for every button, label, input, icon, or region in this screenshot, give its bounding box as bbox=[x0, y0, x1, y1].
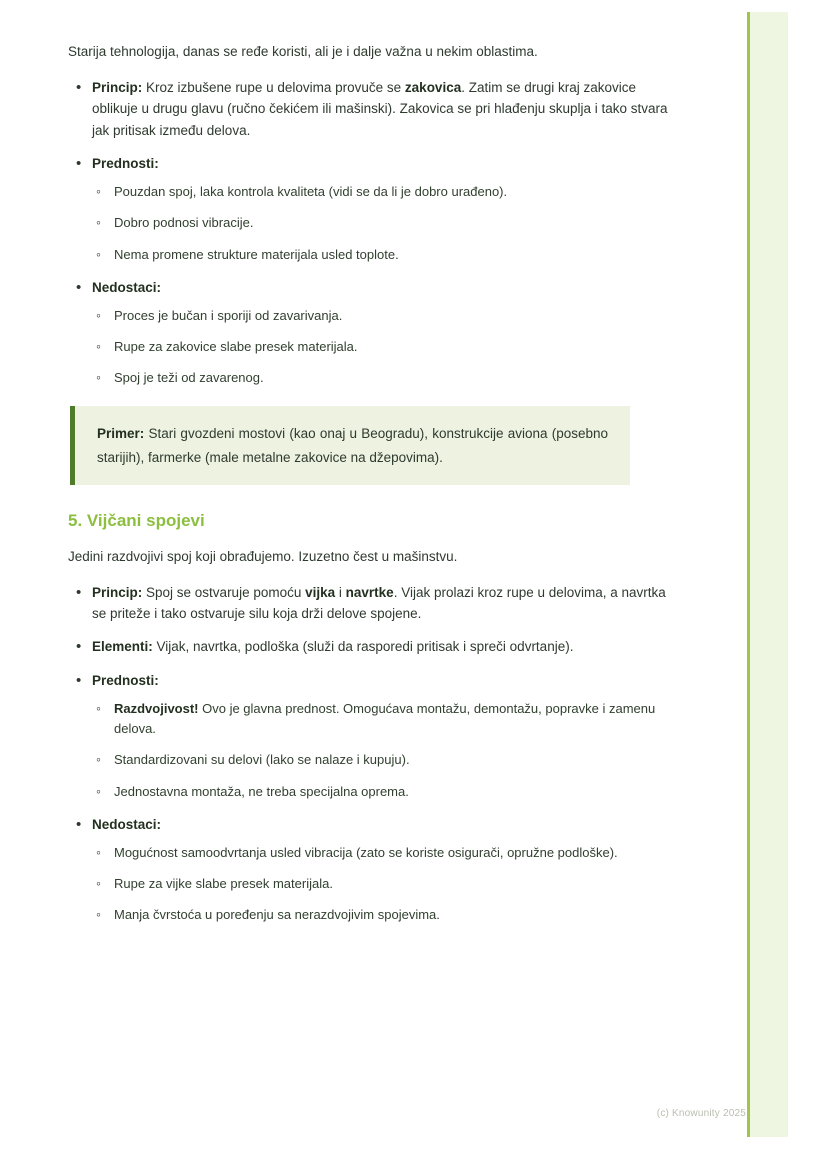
sub-item-rest: Ovo je glavna prednost. Omogućava montažu, demontažu, popravke i zamenu delova. bbox=[114, 701, 656, 737]
example-label: Primer: bbox=[97, 426, 145, 442]
item-text-after: . Zatim se drugi kraj zakovice oblikuje u drugu glavu (ručno čekićem ili mašinski). Zakovica se pri hlađenju skuplja i tako stvara jak pritisak između delova. bbox=[92, 79, 668, 138]
list-item: ◦ Nema promene strukture materijala usled toplote. bbox=[92, 245, 668, 265]
item-label: Elementi: bbox=[92, 639, 153, 655]
list-item: ◦ Rupe za vijke slabe presek materijala. bbox=[92, 874, 668, 894]
item-label: Prednosti: bbox=[92, 672, 159, 688]
item-text: Vijak, navrtka, podloška (služi da rasporedi pritisak i spreči odvrtanje). bbox=[152, 639, 574, 655]
rivets-bullet-list bbox=[68, 77, 668, 388]
list-item: ◦ Rupe za zakovice slabe presek materijala. bbox=[92, 337, 668, 357]
section-heading-screw-joints: 5. Vijčani spojevi bbox=[68, 510, 205, 530]
list-item: ◦ Proces je bučan i sporiji od zavarivanja. bbox=[92, 306, 668, 326]
sub-list-nedostaci-screws bbox=[92, 843, 668, 925]
list-item: ◦ Pouzdan spoj, laka kontrola kvaliteta (vidi se da li je dobro urađeno). bbox=[92, 182, 668, 202]
list-item: ◦ Manja čvrstoća u poređenju sa nerazdvojivim spojevima. bbox=[92, 905, 668, 925]
item-text-after: . Vijak prolazi kroz rupe u delovima, a navrtka se priteže i tako ostvaruje silu koja drži delove spojene. bbox=[92, 584, 666, 622]
footer-credit: (c) Knowunity 2025 bbox=[656, 1108, 746, 1119]
list-item-princip-screws bbox=[68, 582, 668, 625]
item-text-before: Spoj se ostvaruje pomoću bbox=[142, 584, 306, 600]
list-item-princip-rivets bbox=[68, 77, 668, 141]
list-item bbox=[92, 699, 668, 739]
intro-paragraph: Starija tehnologija, danas se ređe koristi, ali je i dalje važna u nekim oblastima. bbox=[68, 44, 538, 59]
sub-list-prednosti-rivets bbox=[92, 182, 668, 264]
document-content bbox=[68, 42, 668, 937]
list-item: ◦ Dobro podnosi vibracije. bbox=[92, 213, 668, 233]
example-text: Stari gvozdeni mostovi (kao onaj u Beogradu), konstrukcije aviona (posebno starijih), farmerke (male metalne zakovice na džepovima). bbox=[97, 426, 608, 465]
list-item: ◦ Standardizovani su delovi (lako se nalaze i kupuju). bbox=[92, 750, 668, 770]
item-bold-term-navrtka: navrtke bbox=[345, 584, 394, 600]
item-text-before: Kroz izbušene rupe u delovima provuče se bbox=[142, 79, 405, 95]
screws-bullet-list bbox=[68, 582, 668, 926]
sub-item-bold: Razdvojivost! bbox=[114, 701, 199, 717]
list-item-nedostaci-rivets bbox=[68, 277, 668, 389]
page-side-band bbox=[747, 12, 788, 1137]
list-item-prednosti-rivets bbox=[68, 153, 668, 265]
item-text-middle: i bbox=[335, 584, 346, 600]
item-label: Princip: bbox=[92, 584, 143, 600]
item-label: Prednosti: bbox=[92, 155, 159, 171]
item-label: Nedostaci: bbox=[92, 816, 162, 832]
list-item-nedostaci-screws bbox=[68, 814, 668, 926]
example-callout-box bbox=[70, 406, 630, 484]
list-item-elementi-screws bbox=[68, 636, 668, 657]
sub-list-prednosti-screws bbox=[92, 699, 668, 802]
item-label: Princip: bbox=[92, 79, 143, 95]
item-label: Nedostaci: bbox=[92, 279, 162, 295]
item-bold-term-vijak: vijka bbox=[305, 584, 336, 600]
item-bold-term: zakovica bbox=[404, 79, 462, 95]
list-item: ◦ Spoj je teži od zavarenog. bbox=[92, 368, 668, 388]
sub-list-nedostaci-rivets bbox=[92, 306, 668, 388]
document-page bbox=[40, 12, 788, 1137]
list-item: ◦ Mogućnost samoodvrtanja usled vibracija (zato se koriste osigurači, opružne podloške). bbox=[92, 843, 668, 863]
screw-intro-paragraph: Jedini razdvojivi spoj koji obrađujemo. Izuzetno čest u mašinstvu. bbox=[68, 548, 458, 564]
list-item: ◦ Jednostavna montaža, ne treba specijalna oprema. bbox=[92, 782, 668, 802]
list-item-prednosti-screws bbox=[68, 670, 668, 802]
